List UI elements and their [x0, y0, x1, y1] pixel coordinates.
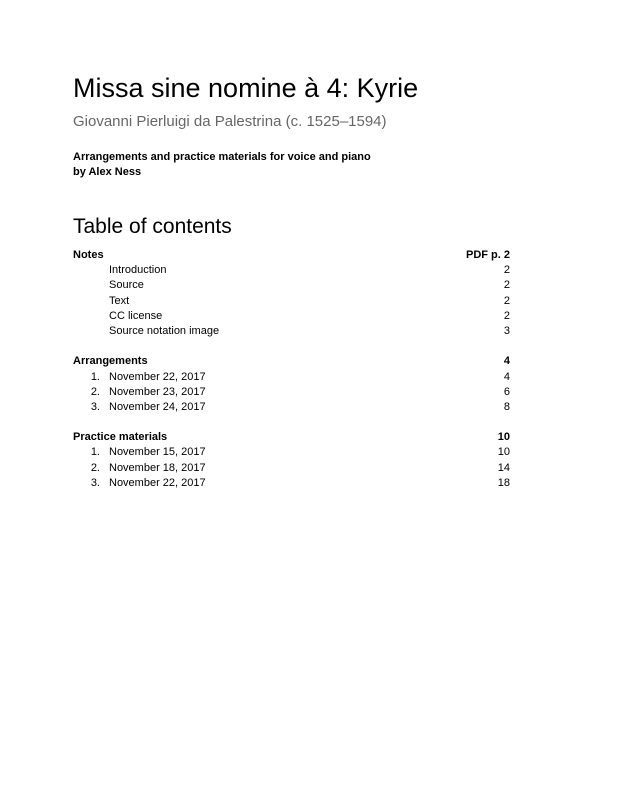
toc-entry[interactable] [73, 461, 510, 476]
toc-entry-number: 1. [90, 370, 100, 383]
toc-entry-page: 18 [497, 476, 510, 489]
toc-entry-label: CC license [109, 309, 163, 322]
toc-entry-page: 2 [503, 264, 510, 277]
toc-entry[interactable] [73, 385, 510, 400]
toc-entry-label: November 22, 2017 [109, 370, 206, 383]
toc-entry[interactable] [73, 278, 510, 293]
toc-entry-label: Introduction [109, 264, 167, 277]
document-description [73, 150, 371, 180]
toc-entry[interactable] [73, 263, 510, 278]
toc-section-header[interactable] [73, 248, 510, 263]
toc-entry-label: Source notation image [109, 324, 220, 337]
toc-entry-label: November 24, 2017 [109, 400, 206, 413]
page-title: Missa sine nomine à 4: Kyrie [73, 73, 419, 103]
toc-section-arrangements [73, 354, 510, 415]
toc-section-title: Notes [73, 249, 104, 261]
toc-entry-page: 6 [503, 385, 510, 398]
toc-entry-number: 1. [90, 446, 100, 459]
toc-section-header[interactable] [73, 354, 510, 369]
toc-section-page: PDF p. 2 [465, 249, 510, 261]
toc-section-notes [73, 248, 510, 339]
toc-entry-label: November 23, 2017 [109, 385, 206, 398]
toc-entry-label: November 15, 2017 [109, 446, 206, 459]
toc-entry-page: 2 [503, 294, 510, 307]
table-of-contents [73, 248, 510, 506]
toc-entry-label: Text [109, 294, 130, 307]
toc-entry[interactable] [73, 400, 510, 415]
description-line: Arrangements and practice materials for voice and piano [73, 151, 371, 163]
toc-entry-label: November 18, 2017 [109, 461, 206, 474]
toc-section-practice-materials [73, 430, 510, 491]
toc-entry-page: 8 [503, 400, 510, 413]
toc-entry[interactable] [73, 370, 510, 385]
toc-entry-page: 4 [503, 370, 510, 383]
description-line: by Alex Ness [73, 166, 142, 178]
toc-entry[interactable] [73, 324, 510, 339]
toc-section-page: 10 [497, 431, 510, 444]
toc-entry-number: 2. [90, 461, 100, 474]
toc-entry-page: 14 [497, 461, 510, 474]
toc-entry[interactable] [73, 309, 510, 324]
toc-entry-number: 3. [90, 476, 100, 489]
toc-entry-number: 3. [90, 400, 100, 413]
toc-entry-page: 2 [503, 279, 510, 292]
toc-section-title: Arrangements [73, 355, 148, 368]
toc-heading: Table of contents [73, 215, 232, 238]
toc-entry-page: 3 [503, 324, 510, 337]
toc-entry[interactable] [73, 445, 510, 460]
toc-entry[interactable] [73, 476, 510, 491]
toc-entry-label: Source [109, 279, 144, 292]
toc-section-title: Practice materials [73, 431, 168, 444]
toc-entry-number: 2. [90, 385, 100, 398]
toc-entry-page: 10 [497, 446, 510, 459]
toc-entry-page: 2 [503, 309, 510, 322]
toc-entry-label: November 22, 2017 [109, 476, 206, 489]
toc-entry[interactable] [73, 294, 510, 309]
toc-section-header[interactable] [73, 430, 510, 445]
page-subtitle: Giovanni Pierluigi da Palestrina (c. 1525–1594) [73, 113, 387, 130]
toc-section-page: 4 [503, 355, 510, 368]
